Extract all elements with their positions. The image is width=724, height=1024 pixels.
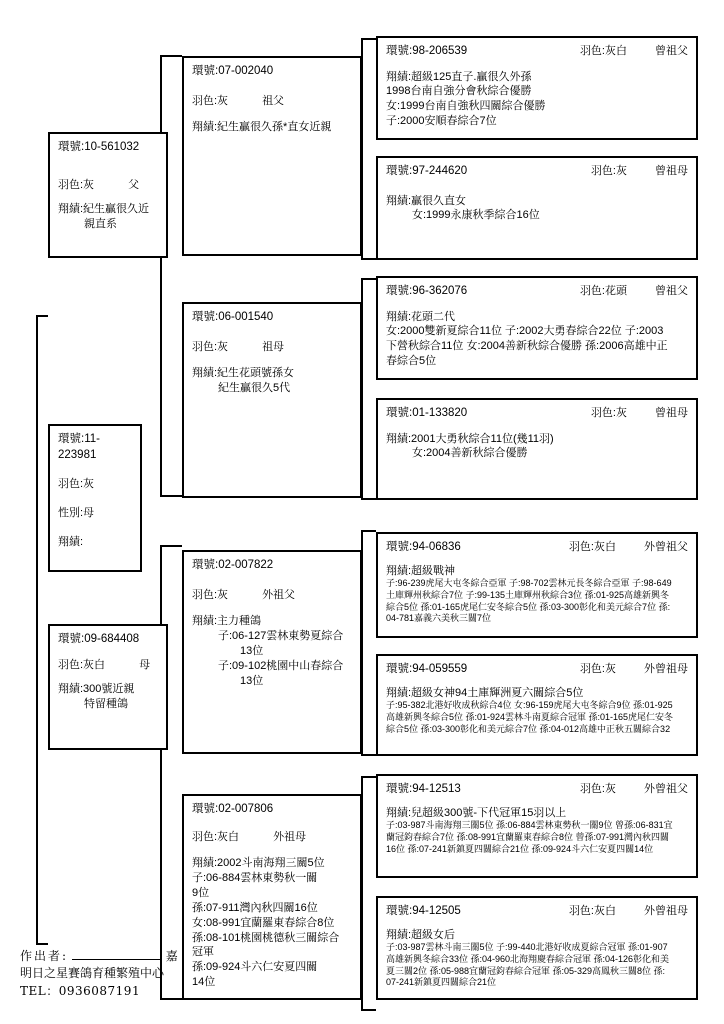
record-line: 9位 (192, 887, 210, 900)
relation-label: 外曾祖母 (644, 663, 688, 675)
ring-number: 環號:09-684408 (58, 633, 140, 645)
record: 翔績:紀生贏很久近 (58, 203, 150, 216)
relation-label: 祖父 (262, 94, 285, 107)
feather-color: 羽色:灰 (58, 478, 95, 491)
record-line: 子:06-884雲林東勢秋一關 (192, 872, 318, 885)
record-line: 綜合5位 孫:03-300彰化和美元綜合7位 孫:04-012高雄中正秋五關綜合32 (386, 723, 671, 734)
breeding-center-name: 明日之星賽鴿育種繁殖中心 (20, 966, 165, 981)
record-line: 女:2004善新秋綜合優勝 (412, 447, 528, 460)
record-line: 冠軍 (192, 946, 214, 959)
record-line: 孫:07-911灣內秋四關16位 (192, 901, 318, 914)
connector-g4-bottom (361, 1009, 376, 1011)
record-line: 女:2000雙新夏綜合11位 子:2002大勇春綜合22位 子:2003 (386, 325, 664, 338)
great-grandparent-card-8 (376, 896, 698, 1000)
record: 翔績:300號近親 (58, 683, 135, 696)
connector-g4-top (361, 776, 376, 778)
connector-g2-bottom (361, 498, 376, 500)
ring-number: 環號:06-001540 (192, 311, 274, 323)
relation-label: 父 (128, 178, 140, 191)
record-head: 翔績:超級女后 (386, 928, 456, 941)
relation-label: 母 (139, 658, 151, 671)
record-line: 子:03-987雲林斗南三關5位 子:99-440北港好收成夏綜合冠軍 孫:01-907 (386, 942, 668, 953)
record: 翔績:紀生贏很久孫*直女近親 (192, 121, 332, 134)
ring-number: 環號:94-12505 (386, 905, 461, 917)
offspring-line: 13位 (240, 674, 264, 687)
record-line2: 特留種鴿 (84, 698, 128, 711)
record-line: 子:96-239虎尾大屯冬綜合亞軍 子:98-702雲林元長冬綜合亞軍 子:98-649 (386, 578, 672, 589)
record-head: 翔績:兒超級300號-下代冠軍15羽以上 (386, 806, 567, 819)
ring-number: 環號:97-244620 (386, 165, 468, 177)
record-line: 女:1999台南自強秋四關綜合優勝 (386, 100, 546, 113)
relation-label: 外祖母 (273, 830, 307, 843)
record-line: 高雄新興冬綜合5位 孫:01-924雲林斗南夏綜合冠軍 孫:01-165虎尾仁安冬 (386, 712, 674, 723)
feather-color: 羽色:灰白 (192, 830, 240, 843)
ring-number: 環號:94-06836 (386, 541, 461, 553)
record-line: 蘭冠鈞春綜合7位 孫:08-991宜蘭羅東春綜合8位 曾孫:07-991灣內秋四關 (386, 832, 670, 843)
parent-sire-card (48, 132, 168, 258)
feather-color: 羽色:灰 (590, 407, 627, 419)
relation-label: 外祖父 (262, 588, 296, 601)
offspring-line: 13位 (240, 645, 264, 658)
feather-color: 羽色:灰 (590, 165, 627, 177)
great-grandparent-card-1 (376, 36, 698, 140)
feather-color: 羽色:灰 (579, 663, 616, 675)
connector-dam (160, 545, 162, 1000)
feather-color: 羽色:灰 (192, 340, 229, 353)
record-line: 夏三關2位 孫:05-988宜蘭冠鈞春綜合冠軍 孫:05-329高鳳秋三關8位 孫: (386, 965, 666, 976)
ring-number: 環號:07-002040 (192, 65, 274, 77)
record-head: 翔績:超級戰神 (386, 564, 456, 577)
bracket-line-bottom (36, 943, 48, 945)
feather-color: 羽色:灰 (192, 588, 229, 601)
record-line: 孫:08-101桃園桃德秋三關綜合 (192, 931, 340, 944)
great-grandparent-card-2 (376, 156, 698, 260)
footer (20, 948, 178, 1000)
grandsire-paternal-card (182, 56, 362, 256)
record-head: 翔績:超級女神94土庫輝洲夏六關綜合5位 (386, 686, 584, 699)
ring-number: 環號:02-007806 (192, 803, 274, 815)
connector-sire-top (160, 55, 182, 57)
signature-line (72, 949, 162, 960)
great-grandparent-card-7 (376, 774, 698, 878)
feather-color: 羽色:灰白 (568, 541, 616, 553)
record-line: 04-781嘉義六美秋三關7位 (386, 613, 492, 624)
ring-number: 環號:98-206539 (386, 45, 468, 57)
offspring-line: 子:09-102桃園中山春綜合 (218, 659, 344, 672)
record-line: 16位 孫:07-241新鎮夏四關綜合21位 孫:09-924斗六仁安夏四關14位 (386, 843, 654, 854)
relation-label: 外曾祖父 (644, 541, 688, 553)
record: 翔績:主力種鴿 (192, 615, 262, 628)
bracket-line-top (36, 315, 48, 317)
granddam-maternal-card (182, 794, 362, 1000)
great-grandparent-card-6 (376, 654, 698, 756)
relation-label: 曾祖父 (655, 285, 688, 297)
record-line: 翔績:花頭二代 (386, 310, 456, 323)
connector-g1-top (361, 38, 376, 40)
phone-number: TEL：0936087191 (20, 983, 141, 998)
record-line: 土庫輝州秋綜合7位 子:99-135土庫輝州秋綜合3位 孫:01-925高雄新興冬 (386, 590, 670, 601)
feather-color: 羽色:灰白 (568, 905, 616, 917)
connector-sire (160, 55, 162, 495)
great-grandparent-card-3 (376, 276, 698, 380)
record-line: 翔績:超級125直子.贏很久外孫 (386, 70, 532, 83)
record-line: 07-241新鎮夏四關綜合21位 (386, 977, 497, 988)
record-line: 子:95-382北港好收成秋綜合4位 女:96-159虎尾大屯冬綜合9位 孫:01-925 (386, 700, 673, 711)
feather-color: 羽色:灰 (58, 178, 95, 191)
record: 翔績:紀生花頭號孫女 (192, 367, 295, 380)
record-line: 下營秋綜合11位 女:2004善新秋綜合優勝 孫:2006高雄中正 (386, 340, 668, 353)
relation-label: 曾祖母 (655, 407, 688, 419)
ring-number: 環號:01-133820 (386, 407, 468, 419)
record-line: 春綜合5位 (386, 355, 437, 368)
record-line: 綜合5位 孫:01-165虎尾仁安冬綜合5位 孫:03-300彰化和美元綜合7位 孫: (386, 601, 671, 612)
grandsire-maternal-card (182, 550, 362, 754)
record-line: 翔績:2001大勇秋綜合11位(幾11羽) (386, 432, 554, 445)
gender: 性別:母 (58, 506, 95, 519)
relation-label: 外曾祖父 (644, 783, 688, 795)
connector-g3-top (361, 530, 376, 532)
feather-color: 羽色:灰白 (579, 45, 627, 57)
record-line: 女:1999永康秋季綜合16位 (412, 209, 540, 222)
record-line: 翔績:贏很久直女 (386, 194, 467, 207)
feather-color: 羽色:花頭 (579, 285, 627, 297)
connector-g1-bottom (361, 258, 376, 260)
feather-color: 羽色:灰 (192, 94, 229, 107)
bracket-line-left (36, 315, 38, 945)
connector-dam-top (160, 545, 182, 547)
feather-color: 羽色:灰白 (58, 658, 106, 671)
record-line: 女:08-991宜蘭羅東春綜合8位 (192, 916, 335, 929)
ring-number: 環號:10-561032 (58, 141, 140, 153)
record-line: 子:2000安順春綜合7位 (386, 115, 497, 128)
record-line2: 紀生贏很久5代 (218, 382, 291, 395)
connector-g2-top (361, 278, 376, 280)
record-line: 孫:09-924斗六仁安夏四關 (192, 961, 318, 974)
ring-number: 環號:94-12513 (386, 783, 461, 795)
connector-g3-bottom (361, 754, 376, 756)
author-name: 嘉 (165, 949, 178, 963)
record-line: 高雄新興冬綜合33位 孫:04-960北海翔慶春綜合冠軍 孫:04-126彰化和美 (386, 954, 670, 965)
granddam-paternal-card (182, 302, 362, 498)
self-card (48, 424, 142, 572)
ring-number: 環號:96-362076 (386, 285, 468, 297)
relation-label: 外曾祖母 (644, 905, 688, 917)
record-line: 翔績:2002斗南海翔三關5位 (192, 857, 325, 870)
parent-dam-card (48, 624, 168, 750)
ring-number: 環號:94-059559 (386, 663, 468, 675)
feather-color: 羽色:灰 (579, 783, 616, 795)
relation-label: 祖母 (262, 340, 285, 353)
record-line: 1998台南自強分會秋綜合優勝 (386, 85, 532, 98)
record-line: 子:03-987斗南海翔三關5位 孫:06-884雲林東勢秋一關9位 曾孫:06-831宜 (386, 820, 673, 831)
author-label: 作出者: (20, 949, 69, 963)
relation-label: 曾祖父 (655, 45, 688, 57)
relation-label: 曾祖母 (655, 165, 688, 177)
record-line2: 親直系 (84, 218, 117, 231)
record: 翔績: (58, 535, 84, 548)
ring-number: 環號:11-223981 (58, 433, 100, 461)
great-grandparent-card-5 (376, 532, 698, 638)
connector-sire-bottom (160, 495, 182, 497)
offspring-line: 子:06-127雲林東勢夏綜合 (218, 630, 344, 643)
great-grandparent-card-4 (376, 398, 698, 500)
record-line: 14位 (192, 976, 216, 989)
ring-number: 環號:02-007822 (192, 559, 274, 571)
